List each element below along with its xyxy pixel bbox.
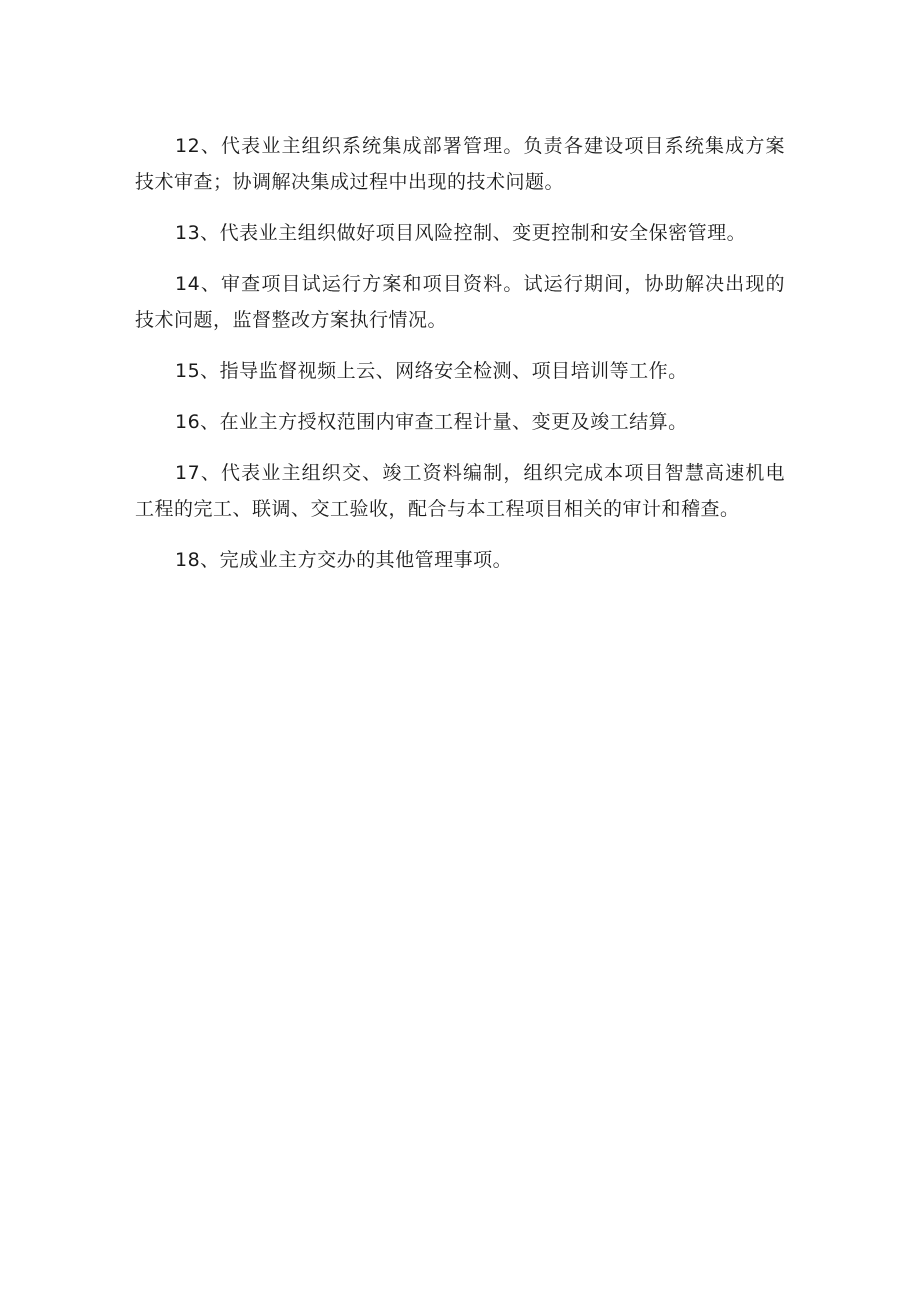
document-body [135,128,785,593]
paragraph-item-16: 16、在业主方授权范围内审查工程计量、变更及竣工结算。 [175,411,688,433]
paragraph-item-12: 12、代表业主组织系统集成部署管理。负责各建设项目系统集成方案技术审查；协调解决集成过程中出现的技术问题。 [135,135,785,193]
paragraph-item-14: 14、审查项目试运行方案和项目资料。试运行期间，协助解决出现的技术问题，监督整改方案执行情况。 [135,273,785,331]
paragraph-item-15: 15、指导监督视频上云、网络安全检测、项目培训等工作。 [175,360,688,382]
paragraph-item-17: 17、代表业主组织交、竣工资料编制，组织完成本项目智慧高速机电工程的完工、联调、交工验收，配合与本工程项目相关的审计和稽查。 [135,462,785,520]
paragraph-item-13: 13、代表业主组织做好项目风险控制、变更控制和安全保密管理。 [175,222,747,244]
paragraph-item-18: 18、完成业主方交办的其他管理事项。 [175,549,513,571]
